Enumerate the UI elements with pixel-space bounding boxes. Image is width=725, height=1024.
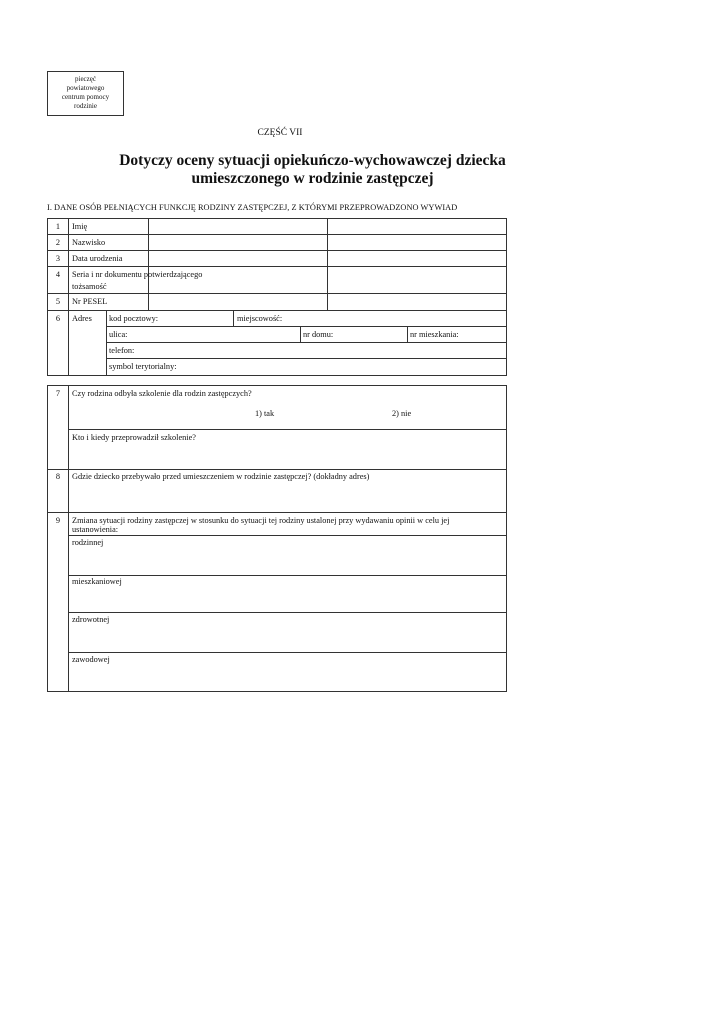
work-situation-label: zawodowej <box>72 655 110 664</box>
row-number: 1 <box>55 222 61 231</box>
row-number: 3 <box>55 254 61 263</box>
row-number: 8 <box>55 472 61 481</box>
situation-change-question-cont: ustanowienia: <box>72 525 119 534</box>
family-situation-label: rodzinnej <box>72 538 104 547</box>
situation-change-question: Zmiana sytuacji rodziny zastępczej w stosunku do sytuacji tej rodziny ustalonej przy wydawaniu opinii w celu jej <box>72 516 450 525</box>
street-label: ulica: <box>109 330 128 339</box>
territorial-symbol-label: symbol terytorialny: <box>109 362 177 371</box>
phone-label: telefon: <box>109 346 135 355</box>
row-number: 7 <box>55 389 61 398</box>
label-id-document-cont: tożsamość <box>72 282 107 291</box>
stamp-line: pieczęć <box>75 75 96 83</box>
health-situation-label: zdrowotnej <box>72 615 110 624</box>
training-followup-question: Kto i kiedy przeprowadził szkolenie? <box>72 433 196 442</box>
label-id-document: Seria i nr dokumentu potwierdzającego <box>72 270 203 279</box>
row-number: 9 <box>55 516 61 525</box>
house-number-label: nr domu: <box>303 330 334 339</box>
label-birth-date: Data urodzenia <box>72 254 123 263</box>
training-option-yes[interactable]: 1) tak <box>255 409 275 418</box>
flat-number-label: nr mieszkania: <box>410 330 459 339</box>
label-first-name: Imię <box>72 222 88 231</box>
postal-code-label: kod pocztowy: <box>109 314 159 323</box>
training-question: Czy rodzina odbyła szkolenie dla rodzin zastępczych? <box>72 389 252 398</box>
label-pesel: Nr PESEL <box>72 297 108 306</box>
row-number: 4 <box>55 270 61 279</box>
stamp-line: centrum pomocy <box>61 93 110 101</box>
training-option-no[interactable]: 2) nie <box>392 409 412 418</box>
stamp-box <box>47 71 124 116</box>
page-title <box>0 152 725 188</box>
housing-situation-label: mieszkaniowej <box>72 577 122 586</box>
stamp-line: powiatowego <box>66 84 105 92</box>
row-number: 5 <box>55 297 61 306</box>
title-line-1: Dotyczy oceny sytuacji opiekuńczo-wychowawczej dziecka <box>119 152 506 169</box>
city-label: miejscowość: <box>237 314 283 323</box>
stamp-line: rodzinie <box>74 102 97 110</box>
row-number: 6 <box>55 314 61 323</box>
first-name-field-2[interactable] <box>328 219 506 234</box>
first-name-field-1[interactable] <box>149 219 326 234</box>
label-last-name: Nazwisko <box>72 238 106 247</box>
title-line-2: umieszczonego w rodzinie zastępczej <box>191 170 434 187</box>
label-address: Adres <box>72 314 92 323</box>
row-number: 2 <box>55 238 61 247</box>
part-label: CZĘŚĆ VII <box>257 128 303 138</box>
section-1-header: I. DANE OSÓB PEŁNIĄCYCH FUNKCJĘ RODZINY ZASTĘPCZEJ, Z KTÓRYMI PRZEPROWADZONO WYWIAD <box>47 203 458 212</box>
previous-residence-question: Gdzie dziecko przebywało przed umieszczeniem w rodzinie zastępczej? (dokładny adres) <box>72 472 370 481</box>
